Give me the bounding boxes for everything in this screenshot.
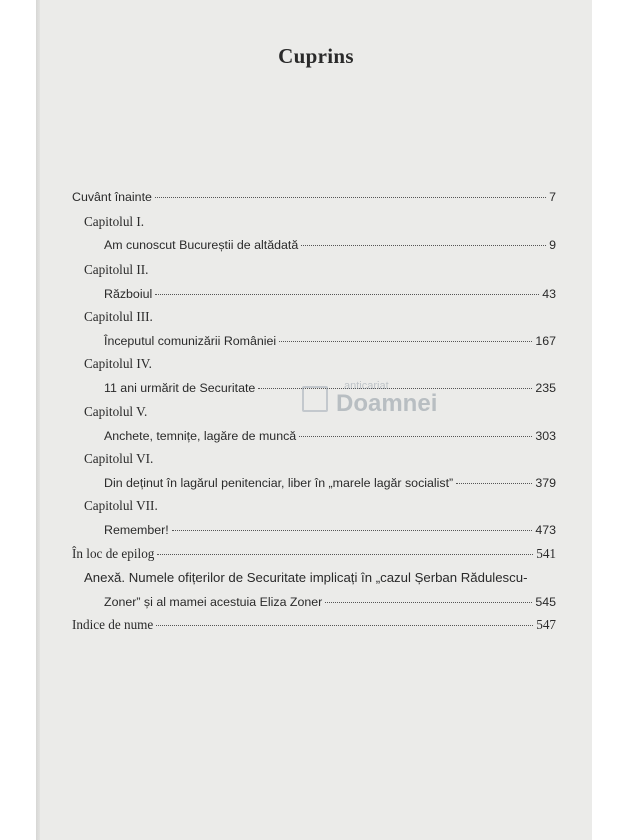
dot-leader (301, 245, 546, 246)
dot-leader (155, 294, 539, 295)
dot-leader (172, 530, 533, 531)
toc-entry-page: 9 (549, 238, 556, 252)
toc-entry-label: Indice de nume (72, 617, 154, 632)
toc-entry-label: Zoner” și al mamei acestuia Eliza Zoner (104, 595, 323, 609)
chapter-heading: Capitolul II. (84, 262, 149, 277)
toc-entry-chapter-6 (104, 475, 556, 491)
chapter-heading: Capitolul IV. (84, 356, 152, 371)
toc-entry-chapter-7 (104, 522, 556, 538)
book-icon (302, 386, 328, 412)
toc-entry-chapter-3 (104, 333, 556, 349)
chapter-heading: Capitolul VI. (84, 451, 154, 466)
toc-entry-chapter-2 (104, 286, 556, 302)
toc-entry-page: 43 (542, 287, 556, 301)
toc-entry-label: Din deținut în lagărul penitenciar, liber în „marele lagăr socialist” (104, 476, 454, 490)
toc-entry-index (72, 617, 556, 633)
toc-entry-annex-line1: Anexă. Numele ofițerilor de Securitate implicați în „cazul Șerban Rădulescu- (84, 570, 528, 585)
toc-entry-page: 541 (536, 546, 556, 561)
dot-leader (155, 197, 546, 198)
dot-leader (156, 625, 533, 626)
chapter-heading: Capitolul III. (84, 309, 153, 324)
toc-entry-page: 7 (549, 190, 556, 204)
toc-entry-page: 473 (535, 523, 556, 537)
watermark-logo (302, 380, 462, 430)
toc-entry-label: Începutul comunizării României (104, 334, 277, 348)
dot-leader (456, 483, 532, 484)
toc-entry-page: 379 (535, 476, 556, 490)
toc-entry-page: 167 (535, 334, 556, 348)
dot-leader (157, 554, 533, 555)
chapter-heading: Capitolul I. (84, 214, 145, 229)
toc-entry-label: Remember! (104, 523, 169, 537)
toc-entry-label: 11 ani urmărit de Securitate (104, 381, 256, 395)
book-page (40, 0, 592, 840)
watermark-small-text: anticariat (344, 380, 389, 392)
toc-entry-label: Am cunoscut Bucureștii de altădată (104, 238, 299, 252)
toc-entry-foreword (72, 189, 556, 205)
toc-entry-page: 235 (535, 381, 556, 395)
toc-entry-label: Anchete, temnițe, lagăre de muncă (104, 429, 297, 443)
toc-entry-chapter-1 (104, 237, 556, 253)
toc-entry-annex (104, 594, 556, 610)
dot-leader (299, 436, 532, 437)
toc-entry-label: Cuvânt înainte (72, 190, 152, 204)
watermark-big-text: Doamnei (336, 390, 438, 417)
chapter-heading: Capitolul VII. (84, 498, 158, 513)
page-title: Cuprins (278, 44, 354, 68)
toc-entry-page: 545 (535, 595, 556, 609)
toc-entry-page: 547 (536, 617, 556, 632)
toc-entry-label: Războiul (104, 287, 153, 301)
chapter-heading: Capitolul V. (84, 404, 148, 419)
dot-leader (325, 602, 532, 603)
toc-entry-chapter-5 (104, 428, 556, 444)
toc-entry-label: În loc de epilog (72, 546, 155, 561)
dot-leader (279, 341, 532, 342)
toc-entry-epilogue (72, 546, 556, 562)
toc-entry-page: 303 (535, 429, 556, 443)
